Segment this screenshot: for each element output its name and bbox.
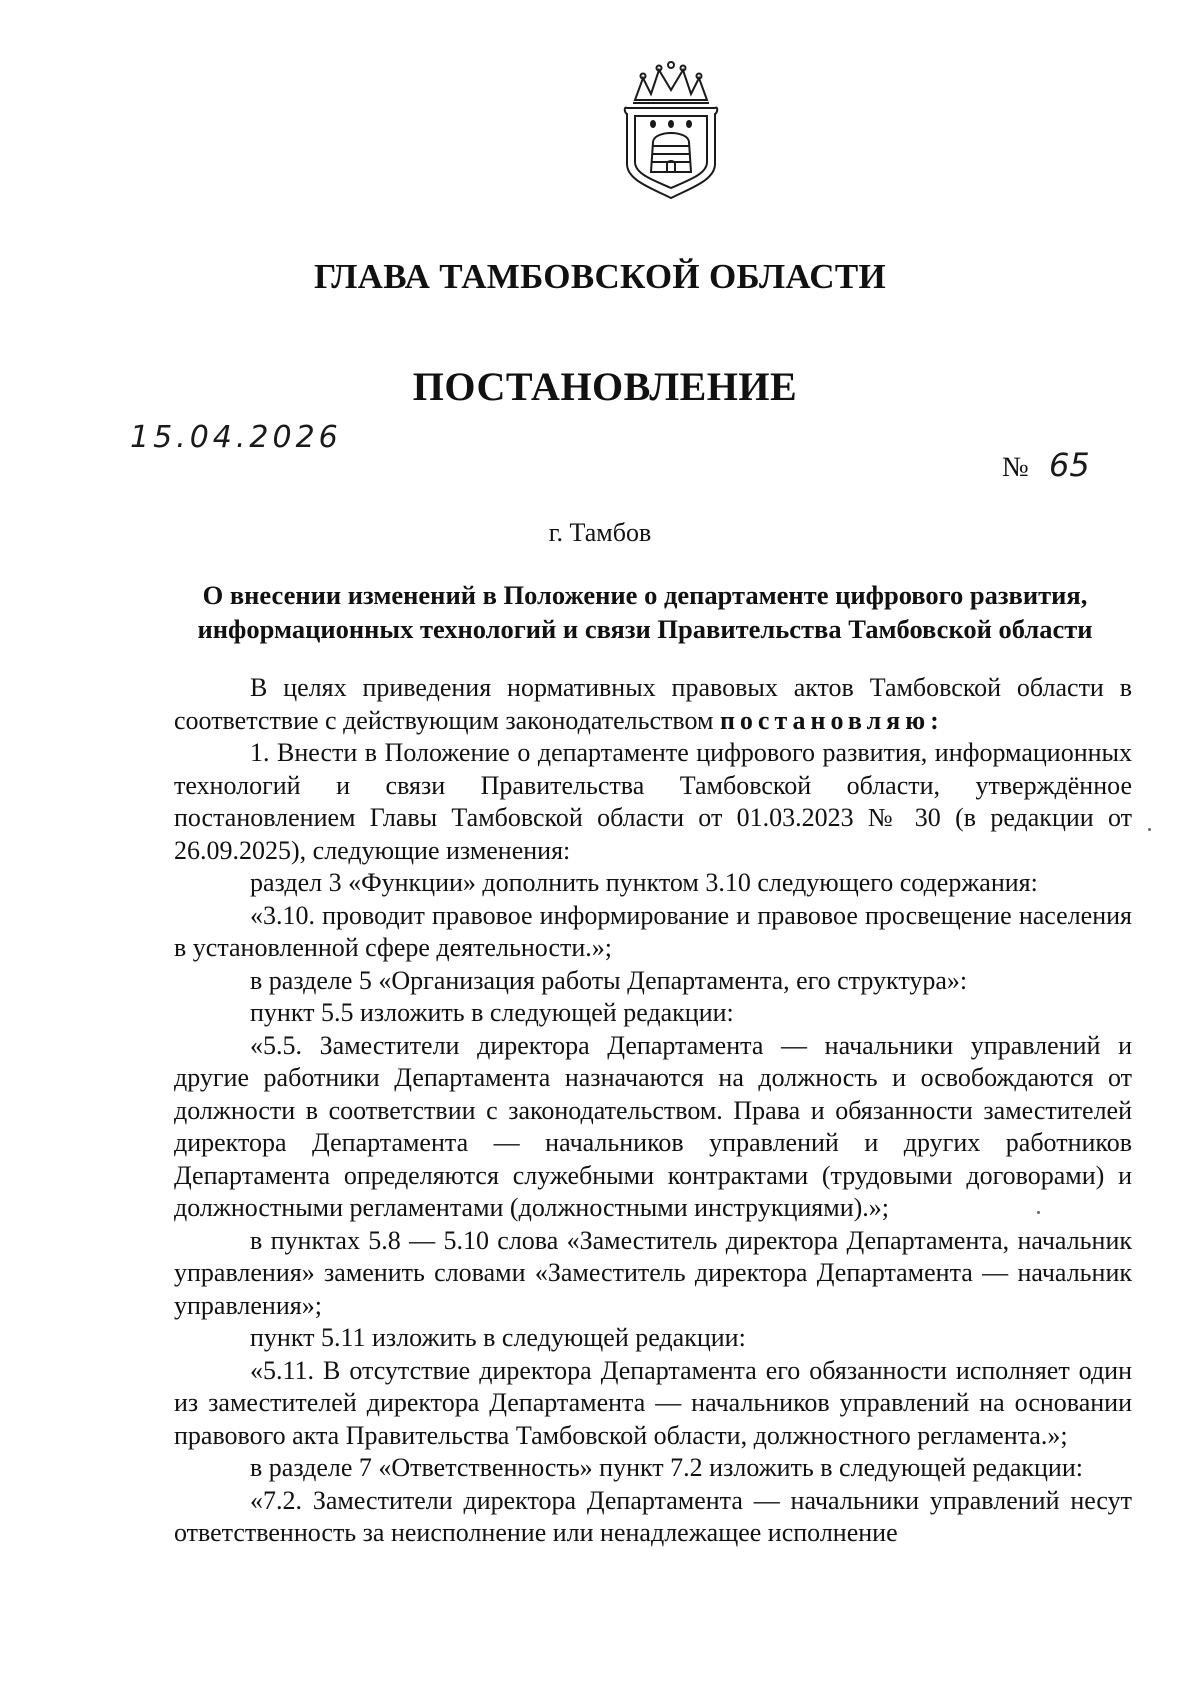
document-subject bbox=[150, 578, 1140, 646]
preamble-text: В целях приведения нормативных правовых актов Тамбовской области в соответствие с действующим законодательством bbox=[174, 673, 1132, 735]
body-paragraph: 1. Внести в Положение о департаменте цифрового развития, информационных технологий и связи Правительства Тамбовской области, утверждённое постановлением Главы Тамбовской области от 01.03.2023 № 30 (в редакции от 26.09.2025), следующие изменения: bbox=[174, 738, 1132, 865]
body-paragraph: «3.10. проводит правовое информирование и правовое просвещение населения в установленной сфере деятельности.»; bbox=[174, 900, 1132, 962]
body-paragraph: «7.2. Заместители директора Департамента — начальники управлений несут ответственность за неисполнение или ненадлежащее исполнение bbox=[174, 1485, 1132, 1547]
document-body bbox=[174, 672, 1132, 1550]
scan-speck bbox=[1037, 1211, 1040, 1214]
body-paragraph: в пунктах 5.8 — 5.10 слова «Заместитель директора Департамента, начальник управления» заменить словами «Заместитель директора Департамента — начальник управления»; bbox=[174, 1225, 1132, 1320]
scan-speck bbox=[1148, 828, 1151, 831]
document-type-title: ПОСТАНОВЛЕНИЕ bbox=[412, 364, 798, 409]
subject-line-2: информационных технологий и связи Правительства Тамбовской области bbox=[197, 614, 1093, 644]
body-paragraph: «5.11. В отсутствие директора Департамента его обязанности исполняет один из заместителей директора Департамента — начальников управлений на основании правового акта Правительства Тамбовской области, должностного регламента.»; bbox=[174, 1355, 1132, 1450]
handwritten-document-number: 65 bbox=[1049, 446, 1090, 484]
decree-word: постановляю: bbox=[719, 705, 944, 735]
body-paragraph: в разделе 5 «Организация работы Департамента, его структура»: bbox=[250, 965, 968, 995]
body-paragraph: раздел 3 «Функции» дополнить пунктом 3.10 следующего содержания: bbox=[250, 868, 1038, 897]
body-paragraph: пункт 5.5 изложить в следующей редакции: bbox=[250, 998, 734, 1027]
tambov-coat-of-arms-icon bbox=[621, 60, 721, 200]
issuing-authority: ГЛАВА ТАМБОВСКОЙ ОБЛАСТИ bbox=[313, 257, 887, 296]
handwritten-date: 15.04.2026 bbox=[130, 420, 342, 455]
document-number-label: № bbox=[1002, 452, 1029, 483]
body-paragraph: в разделе 7 «Ответственность» пункт 7.2 изложить в следующей редакции: bbox=[250, 1453, 1083, 1482]
preamble-paragraph bbox=[174, 672, 1132, 737]
body-paragraph: пункт 5.11 изложить в следующей редакции: bbox=[250, 1323, 746, 1352]
issue-place: г. Тамбов bbox=[548, 518, 652, 547]
body-paragraph: «5.5. Заместители директора Департамента — начальники управлений и другие работники Департамента назначаются на должность и освобождаются от должности в соответствии с законодательством. Права и обязанности заместителей директора Департамента — начальников управлений и других работников Департамента определяются служебными контрактами (трудовыми договорами) и должностными регламентами (должностными инструкциями).»; bbox=[174, 1030, 1132, 1222]
subject-line-1: О внесении изменений в Положение о департаменте цифрового развития, bbox=[202, 580, 1088, 610]
